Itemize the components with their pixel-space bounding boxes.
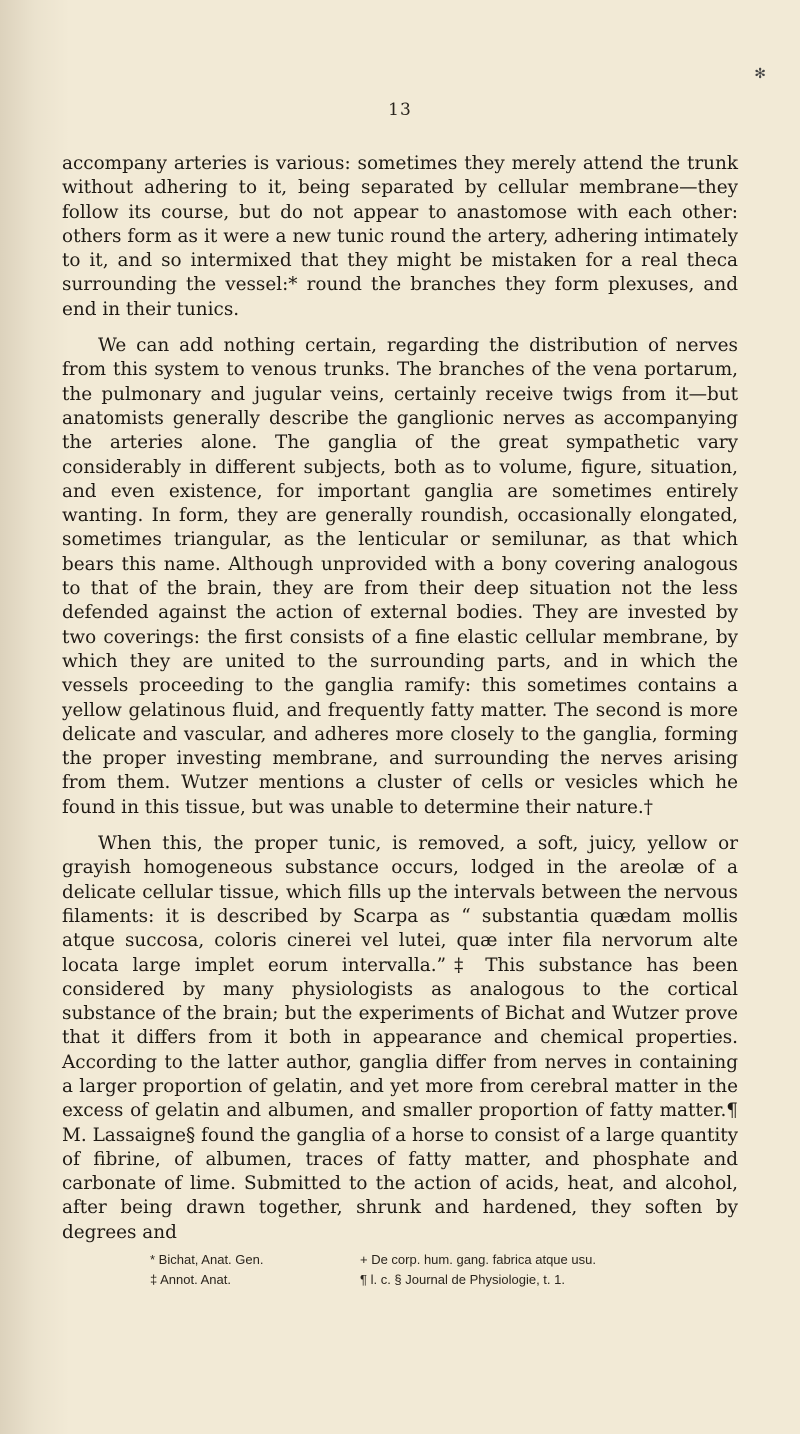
footnote-row xyxy=(150,1250,710,1270)
footnote-row xyxy=(150,1270,710,1290)
page-number: 13 xyxy=(388,100,412,120)
footnote-annot: ‡ Annot. Anat. xyxy=(150,1272,231,1287)
corner-mark: ✻ xyxy=(754,66,766,82)
footnote-journal: ¶ l. c. § Journal de Physiologie, t. 1. xyxy=(360,1272,565,1287)
paragraph-3: When this, the proper tunic, is removed, a soft, juicy, yellow or grayish homogeneous substance occurs, lodged in the areolæ of a delicate cellular tissue, which fills up the intervals between the nervous filaments: it is described by Scarpa as “ substantia quædam mollis atque succosa, coloris cinerei vel lutei, quæ inter fila nervorum alte locata large implet eorum intervalla.”‡ This substance has been considered by many physiologists as analogous to the cortical substance of the brain; but the experiments of Bichat and Wutzer prove that it differs from it both in appearance and chemical properties. According to the latter author, ganglia differ from nerves in containing a larger proportion of gelatin, and yet more from cerebral matter in the excess of gelatin and albumen, and smaller proportion of fatty matter.¶ M. Lassaigne§ found the ganglia of a horse to consist of a large quantity of fibrine, of albumen, traces of fatty matter, and phosphate and carbonate of lime. Submitted to the action of acids, heat, and alcohol, after being drawn together, shrunk and hardened, they soften by degrees and xyxy=(62,833,738,1243)
footnotes xyxy=(150,1250,710,1290)
paragraph-2: We can add nothing certain, regarding the distribution of nerves from this system to venous trunks. The branches of the vena portarum, the pulmonary and jugular veins, certainly receive twigs from it—but anatomists generally describe the ganglionic nerves as accompanying the arteries alone. The ganglia of the great sympathetic vary considerably in different subjects, both as to volume, figure, situation, and even existence, for important ganglia are sometimes entirely wanting. In form, they are generally roundish, occasionally elongated, sometimes triangular, as the lenticular or semilunar, as that which bears this name. Although unprovided with a bony covering analogous to that of the brain, they are from their deep situation not the less defended against the action of external bodies. They are invested by two coverings: the first consists of a fine elastic cellular membrane, by which they are united to the surrounding parts, and in which the vessels proceeding to the ganglia ramify: this sometimes contains a yellow gelatinous fluid, and frequently fatty matter. The second is more delicate and vascular, and adheres more closely to the ganglia, forming the proper investing membrane, and surrounding the nerves arising from them. Wutzer mentions a cluster of cells or vesicles which he found in this tissue, but was unable to determine their nature.† xyxy=(62,335,738,818)
paragraph-1: accompany arteries is various: sometimes they merely attend the trunk without adhering to it, being separated by cellular membrane—they follow its course, but do not appear to anastomose with each other: others form as it were a new tunic round the artery, adhering intimately to it, and so intermixed that they might be mistaken for a real theca surrounding the vessel:* round the branches they form plexuses, and end in their tunics. xyxy=(62,153,738,320)
footnote-bichat: * Bichat, Anat. Gen. xyxy=(150,1252,264,1267)
body-text xyxy=(62,152,738,1245)
footnote-de-corp: + De corp. hum. gang. fabrica atque usu. xyxy=(360,1252,596,1267)
